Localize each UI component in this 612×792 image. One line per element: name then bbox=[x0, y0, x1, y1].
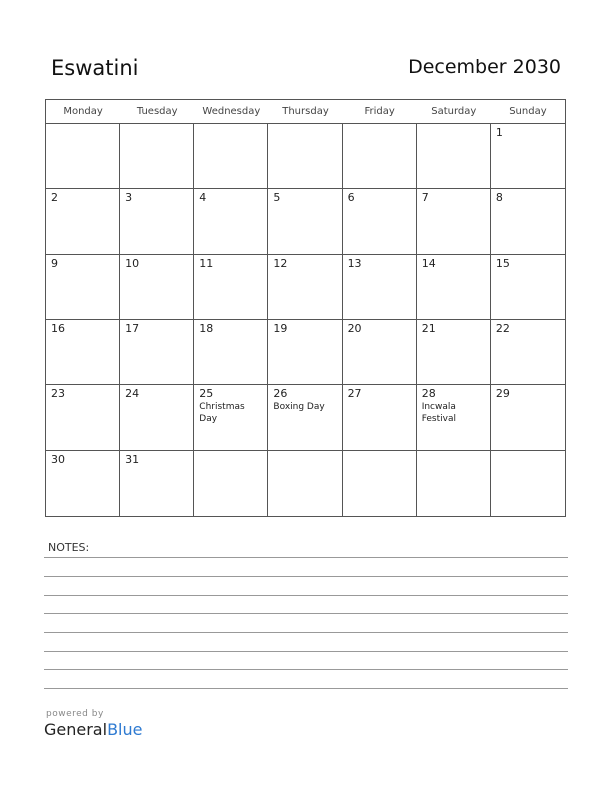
powered-by-text: powered by bbox=[46, 709, 104, 719]
notes-line bbox=[44, 651, 568, 652]
day-cell bbox=[194, 320, 268, 385]
notes-line bbox=[44, 688, 568, 689]
day-number: 11 bbox=[199, 256, 214, 270]
day-number: 15 bbox=[495, 256, 510, 270]
day-cell bbox=[417, 124, 491, 189]
day-cell bbox=[417, 320, 491, 385]
day-cell bbox=[268, 320, 342, 385]
day-cell bbox=[46, 189, 120, 254]
day-cell bbox=[194, 189, 268, 254]
calendar-grid bbox=[45, 99, 566, 517]
day-cell bbox=[491, 385, 565, 450]
day-number: 22 bbox=[495, 322, 510, 335]
day-cell bbox=[343, 124, 417, 189]
day-number: 13 bbox=[347, 256, 362, 270]
day-cell bbox=[343, 320, 417, 385]
day-number: 9 bbox=[51, 256, 58, 270]
day-number: 27 bbox=[347, 387, 362, 401]
day-number: 20 bbox=[347, 322, 362, 335]
day-number: 25 bbox=[199, 387, 214, 401]
day-cell bbox=[343, 189, 417, 254]
day-number: 8 bbox=[495, 191, 503, 205]
day-number: 6 bbox=[347, 191, 355, 205]
holiday-label: Boxing Day bbox=[273, 402, 325, 413]
day-cell bbox=[491, 124, 565, 189]
day-cell bbox=[46, 124, 120, 189]
day-number: 21 bbox=[421, 322, 436, 335]
day-number: 2 bbox=[51, 191, 58, 205]
day-cell bbox=[268, 124, 342, 189]
weekday-header: Friday bbox=[343, 100, 417, 124]
day-number: 1 bbox=[495, 126, 503, 139]
weekday-header: Wednesday bbox=[194, 100, 268, 124]
brand-blue: Blue bbox=[107, 720, 143, 739]
notes-line bbox=[44, 613, 568, 614]
day-cell bbox=[491, 255, 565, 320]
day-number: 23 bbox=[51, 387, 65, 401]
day-number: 31 bbox=[125, 452, 140, 466]
day-cell bbox=[46, 451, 120, 516]
day-number: 29 bbox=[495, 387, 510, 401]
weekday-header: Thursday bbox=[268, 100, 342, 124]
day-cell bbox=[194, 451, 268, 516]
day-cell bbox=[194, 124, 268, 189]
day-cell bbox=[417, 255, 491, 320]
day-number: 3 bbox=[125, 191, 133, 205]
notes-line bbox=[44, 595, 568, 596]
day-cell bbox=[268, 189, 342, 254]
notes-label: NOTES: bbox=[48, 541, 90, 554]
day-number: 18 bbox=[199, 322, 214, 335]
day-number: 28 bbox=[421, 387, 436, 401]
day-number: 17 bbox=[125, 322, 140, 335]
day-cell bbox=[46, 255, 120, 320]
day-number: 16 bbox=[51, 322, 65, 335]
day-cell bbox=[268, 255, 342, 320]
day-number: 4 bbox=[199, 191, 207, 205]
day-cell bbox=[120, 255, 194, 320]
day-number: 7 bbox=[421, 191, 429, 205]
notes-line bbox=[44, 576, 568, 577]
brand-logo bbox=[44, 720, 142, 739]
day-cell bbox=[417, 189, 491, 254]
day-cell bbox=[268, 451, 342, 516]
day-cell bbox=[194, 255, 268, 320]
day-cell bbox=[46, 320, 120, 385]
day-cell bbox=[491, 451, 565, 516]
day-number: 5 bbox=[273, 191, 281, 205]
notes-line bbox=[44, 557, 568, 558]
day-cell bbox=[120, 451, 194, 516]
day-cell bbox=[491, 189, 565, 254]
day-cell bbox=[343, 385, 417, 450]
weekday-header: Sunday bbox=[491, 100, 565, 124]
day-cell bbox=[120, 320, 194, 385]
holiday-label: Incwala Festival bbox=[421, 402, 456, 425]
weekday-header: Saturday bbox=[417, 100, 491, 124]
day-number: 26 bbox=[273, 387, 288, 401]
weekday-header: Tuesday bbox=[120, 100, 194, 124]
day-number: 30 bbox=[51, 452, 65, 466]
month-title: December 2030 bbox=[408, 56, 561, 78]
day-cell bbox=[46, 385, 120, 450]
day-cell bbox=[417, 385, 491, 450]
country-title: Eswatini bbox=[51, 56, 139, 80]
notes-line bbox=[44, 669, 568, 670]
day-cell bbox=[120, 189, 194, 254]
day-cell bbox=[120, 124, 194, 189]
day-cell bbox=[194, 385, 268, 450]
holiday-label: Christmas Day bbox=[199, 402, 245, 425]
day-cell bbox=[417, 451, 491, 516]
day-cell bbox=[268, 385, 342, 450]
notes-line bbox=[44, 632, 568, 633]
day-number: 24 bbox=[125, 387, 140, 401]
day-number: 10 bbox=[125, 256, 140, 270]
day-number: 12 bbox=[273, 256, 288, 270]
day-number: 19 bbox=[273, 322, 288, 335]
day-number: 14 bbox=[421, 256, 436, 270]
day-cell bbox=[491, 320, 565, 385]
day-cell bbox=[343, 451, 417, 516]
day-cell bbox=[343, 255, 417, 320]
day-cell bbox=[120, 385, 194, 450]
brand-general: General bbox=[44, 720, 108, 739]
weekday-header: Monday bbox=[46, 100, 120, 124]
